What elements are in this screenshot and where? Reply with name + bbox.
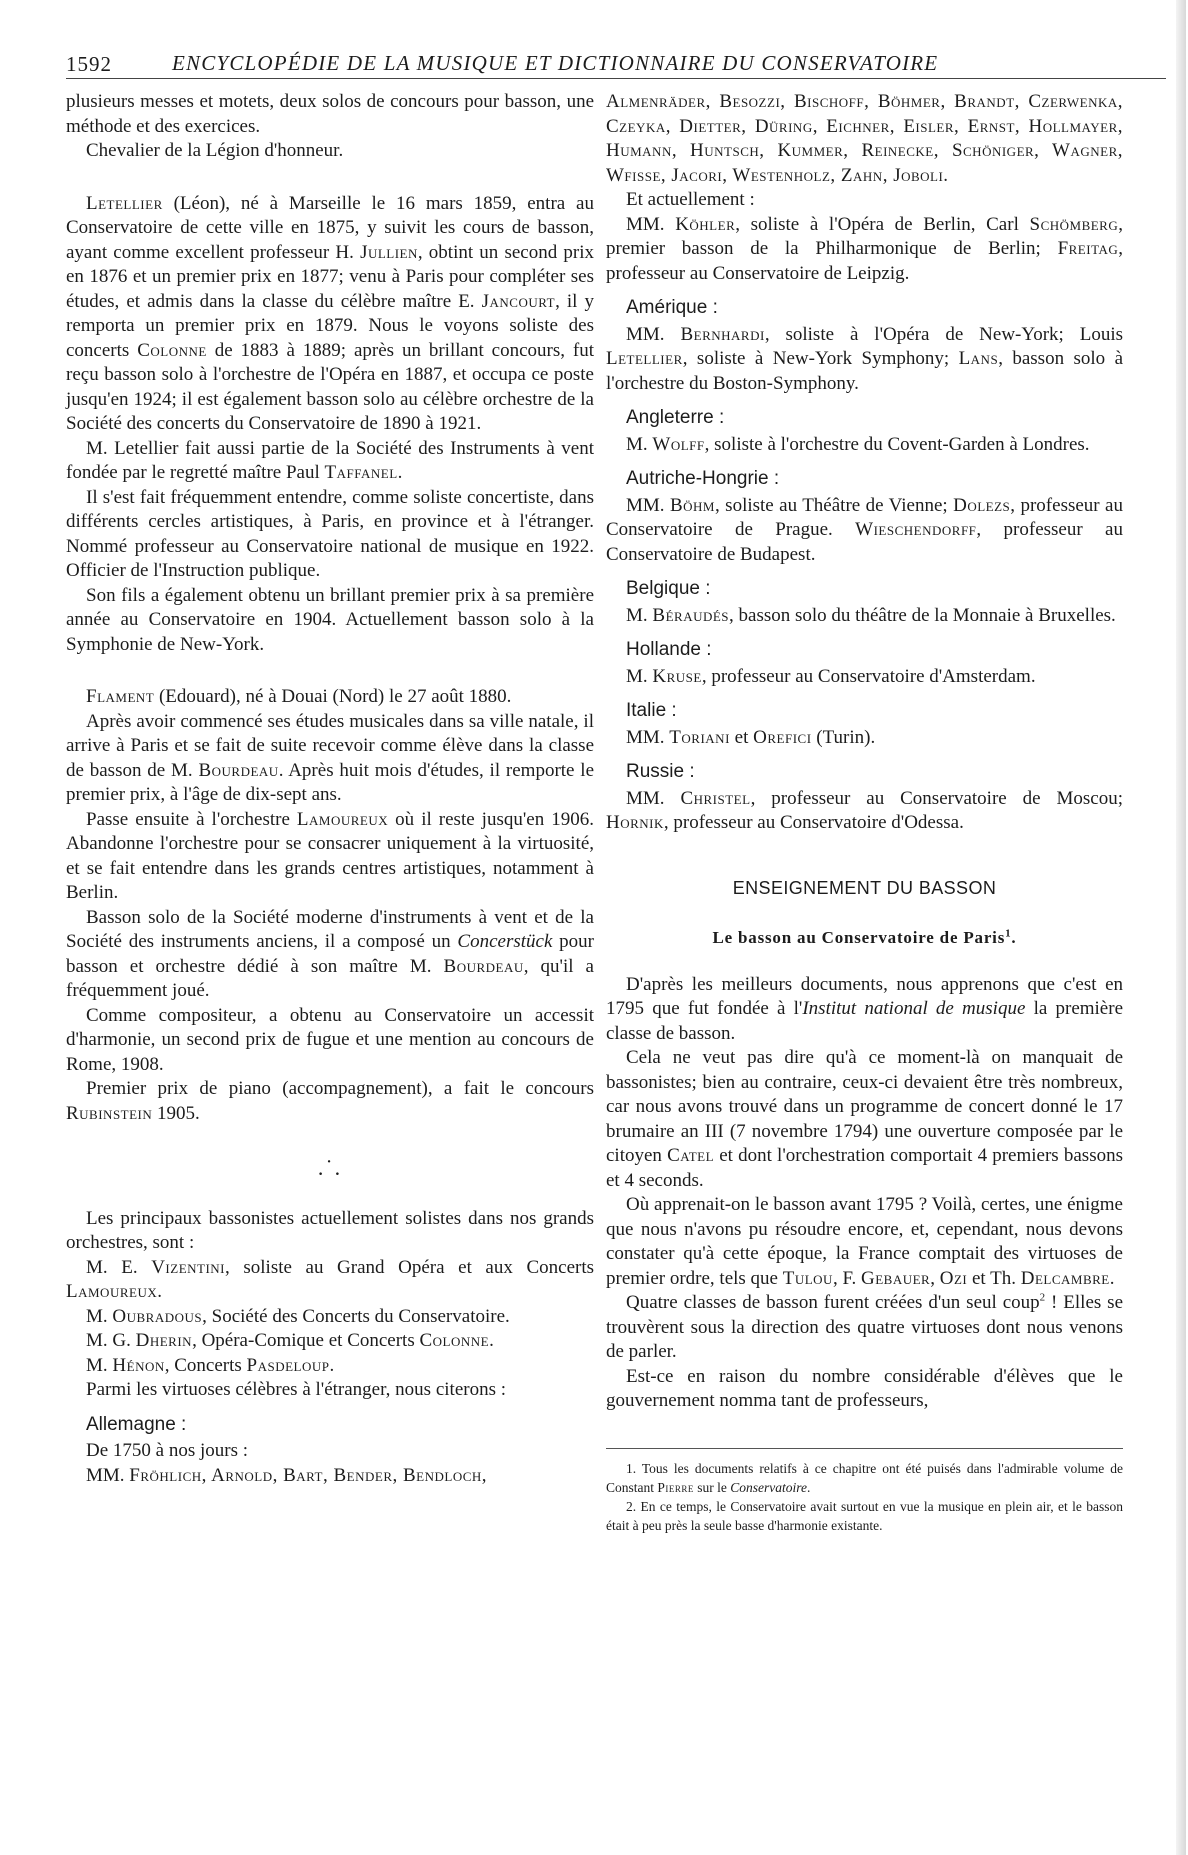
text-run: , il y remporta un premier prix en 1879. Nous le voyons soliste des concerts: [66, 290, 595, 361]
person-name: Lamoureux: [296, 808, 389, 830]
text-run: M.: [626, 665, 653, 687]
institution-name: Institut national de musique: [802, 998, 1026, 1019]
country-heading-amerique: Amérique :: [626, 297, 718, 318]
text-run: M. E.: [86, 1256, 152, 1278]
paragraph: Est-ce en raison du nombre considérable d'élèves que le gouvernement nomma tant de professeurs,: [606, 1365, 1123, 1411]
entry-flament: [66, 685, 594, 710]
paragraph: [606, 787, 1123, 836]
text-run: M. G.: [86, 1330, 136, 1351]
paragraph: [66, 808, 594, 906]
paragraph: De 1750 à nos jours :: [86, 1440, 249, 1461]
entry-letellier: [66, 192, 594, 437]
page-number: 1592: [66, 52, 112, 76]
person-name: Köhler: [675, 213, 736, 235]
text-run: où il reste jusqu'en 1906. Abandonne l'orchestre pour se consacrer uniquement à la virtuosité, et se fait entendre dans les grands centres artistiques, notamment à Berlin.: [66, 808, 594, 903]
paragraph: [606, 973, 1123, 1047]
person-name: Hornik: [606, 812, 664, 833]
text-run: M. Letellier fait aussi partie de la Société des Instruments à vent fondée par le regretté maître Paul: [66, 437, 594, 483]
soloist-entry: [66, 1329, 594, 1354]
text-run: Premier prix de piano (accompagnement), a fait le concours: [86, 1078, 594, 1099]
text-run: .: [489, 1330, 494, 1351]
person-name: Bernhardi: [680, 323, 765, 345]
country-heading-russie: Russie :: [626, 761, 695, 782]
book-title: Conservatoire: [730, 1479, 808, 1495]
running-title: ENCYCLOPÉDIE DE LA MUSIQUE ET DICTIONNAIRE DU CONSERVATOIRE: [172, 51, 939, 75]
person-name: Delcambre: [1020, 1267, 1110, 1289]
footnote-1: [606, 1459, 1123, 1497]
text-run: MM.: [626, 213, 676, 235]
text-run: et Th.: [967, 1267, 1021, 1289]
text-run: , F.: [832, 1267, 861, 1289]
paragraph: [606, 433, 1123, 458]
text-run: .: [329, 1354, 335, 1376]
section-title: ENSEIGNEMENT DU BASSON: [732, 877, 997, 898]
country-heading-belgique: Belgique :: [626, 578, 711, 599]
name-list: [66, 1464, 594, 1489]
text-run: MM.: [626, 787, 681, 809]
person-name: Rubinstein: [66, 1102, 153, 1124]
person-name: Flament: [86, 686, 155, 707]
footnote-marker: 2: [1039, 1291, 1046, 1304]
person-name: Bourdeau: [198, 759, 279, 781]
text-run: , basson solo du théâtre de la Monnaie à Bruxelles.: [729, 604, 1116, 626]
text-run: (Turin).: [811, 726, 876, 748]
person-name: Bourdeau: [443, 955, 524, 977]
person-name: Colonne: [137, 339, 207, 361]
text-run: pour basson et orchestre dédié à son maître M.: [66, 931, 594, 977]
soloist-entry: [66, 1354, 594, 1379]
person-name: Pasdeloup: [246, 1354, 330, 1376]
paragraph: [606, 1193, 1123, 1291]
text-run: .: [397, 462, 403, 483]
paragraph: [606, 665, 1123, 690]
person-name: Jullien: [360, 241, 418, 263]
footnote-2: 2. En ce temps, le Conservatoire avait surtout en vue la musique en plein air, et le basson était à peu près la seule basse d'harmonie existante.: [606, 1498, 1123, 1533]
soloist-entry: [66, 1305, 594, 1330]
text-run: , soliste à l'Opéra de Berlin, Carl: [735, 213, 1030, 235]
person-name: Christel: [680, 787, 751, 809]
person-name: Freitag: [1057, 238, 1119, 259]
subsection-title-text: Le basson au Conservatoire de Paris: [712, 928, 1006, 947]
person-name: Pierre: [657, 1479, 694, 1495]
text-run: Passe ensuite à l'orchestre: [86, 808, 297, 830]
paragraph: Son fils a également obtenu un brillant premier prix à sa première année au Conservatoire en 1904. Actuellement basson solo à la Symphonie de New-York.: [66, 584, 594, 655]
text-run: , soliste à New-York Symphony;: [682, 348, 959, 369]
text-run: M.: [626, 604, 653, 626]
person-name: Letellier: [86, 192, 163, 214]
page-edge-shadow: [1176, 0, 1186, 1855]
person-name: Letellier: [606, 348, 683, 369]
text-run: , soliste à l'Opéra de New-York; Louis: [764, 323, 1124, 345]
person-name: Dherin: [135, 1330, 193, 1351]
work-title: Concerstück: [457, 931, 553, 952]
text-run: M.: [626, 433, 653, 455]
text-run: ! Elles se trouvèrent sous la direction des quatre virtuoses dont nous venons de parler.: [606, 1292, 1124, 1362]
paragraph: [66, 906, 594, 1004]
paragraph: Chevalier de la Légion d'honneur.: [86, 140, 344, 161]
footnote-marker: 1: [1005, 927, 1012, 940]
person-name: Vizentini: [151, 1256, 226, 1278]
page-header: [66, 48, 1166, 79]
person-name: Jancourt: [481, 290, 556, 312]
country-heading-italie: Italie :: [626, 700, 677, 721]
person-name: Hénon: [112, 1354, 165, 1376]
person-name: Wieschendorff: [855, 519, 977, 540]
text-run: et dont l'orchestration comportait 4 premiers bassons et 4 seconds.: [606, 1145, 1123, 1191]
person-name: Kruse: [652, 665, 702, 687]
text-run: Basson solo de la Société moderne d'instruments à vent et de la Société des instruments anciens, il a composé un: [66, 906, 594, 952]
right-column: [606, 90, 1123, 1535]
paragraph: [606, 1291, 1123, 1365]
person-name: Orefici: [753, 726, 812, 748]
person-name: Catel: [667, 1145, 715, 1166]
text-run: , professeur au Conservatoire d'Amsterdam.: [701, 665, 1036, 687]
paragraph: [606, 726, 1123, 751]
person-name: Gebauer: [861, 1267, 931, 1289]
text-run: , basson solo à l'orchestre du Boston-Symphony.: [606, 348, 1124, 394]
text-run: , Société des Concerts du Conservatoire.: [202, 1305, 510, 1327]
subsection-title: Le basson au Conservatoire de Paris$^1$.: [712, 927, 1017, 947]
country-heading-angleterre: Angleterre :: [626, 407, 725, 428]
name-list: Almenräder, Besozzi, Bischoff, Böhmer, Brandt, Czerwenka, Czeyka, Dietter, Düring, Eichner, Eisler, Ernst, Hollmayer, Humann, Huntsch, Kummer, Reinecke, Schöniger, Wagner, Wfisse, Jacori, Westenholz, Zahn, Joboli.: [606, 91, 1123, 186]
text-run: Cela ne veut pas dire qu'à ce moment-là on manquait de bassonistes; bien au contraire, ceux-ci devaient être très nombreux, car nous avons trouvé dans un programme de concert donné le 17 brumaire an III (7 novembre 1794) une ouverture composée par le citoyen: [606, 1047, 1123, 1166]
text-run: , premier basson de la Philharmonique de Berlin;: [606, 213, 1123, 259]
text-run: .: [157, 1281, 162, 1302]
person-name: Wolff: [652, 433, 705, 455]
text-run: Après avoir commencé ses études musicales dans sa ville natale, il arrive à Paris et se fait de suite recevoir comme élève dans la classe de basson de M.: [66, 710, 594, 781]
text-run: , Concerts: [164, 1354, 247, 1376]
text-run: , qu'il a fréquemment joué.: [66, 955, 594, 1001]
text-run: .: [807, 1479, 811, 1495]
text-run: .: [1109, 1267, 1115, 1289]
left-column: [66, 90, 594, 1488]
text-run: (Léon), né à Marseille le 16 mars 1859, entra au Conservatoire de cette ville en 1875, y suivit les cours de basson, ayant comme excellent professeur H.: [66, 192, 594, 263]
paragraph: [66, 437, 594, 486]
person-name: Böhm: [669, 494, 715, 516]
country-heading-autriche-hongrie: Autriche-Hongrie :: [626, 468, 780, 489]
text-run: , professeur au Conservatoire de Budapest.: [606, 519, 1123, 565]
text-run: , professeur au Conservatoire de Leipzig.: [606, 238, 1123, 284]
footnotes: [606, 1448, 1123, 1535]
text-run: , Opéra-Comique et Concerts: [192, 1330, 420, 1351]
country-heading-allemagne: Allemagne :: [86, 1413, 187, 1435]
text-run: MM.: [626, 726, 670, 748]
text-run: 1. Tous les documents relatifs à ce chapitre ont été puisés dans l'admirable volume de Constant: [606, 1460, 1123, 1495]
paragraph: [606, 1046, 1123, 1193]
text-run: et: [729, 726, 754, 748]
text-run: (Edouard), né à Douai (Nord) le 27 août 1880.: [154, 686, 512, 707]
text-run: MM.: [86, 1464, 130, 1486]
paragraph: [606, 604, 1123, 629]
paragraph: Il s'est fait fréquemment entendre, comme soliste concertiste, dans différents cercles artistiques, à Paris, en province et à l'étranger. Nommé professeur au Conservatoire national de musique en 1922. Officier de l'Instruction publique.: [66, 486, 594, 581]
text-run: MM.: [626, 323, 681, 345]
text-run: 1905.: [152, 1102, 200, 1124]
paragraph: Comme compositeur, a obtenu au Conservatoire un accessit d'harmonie, un second prix de fugue et une mention au concours de Rome, 1908.: [66, 1004, 594, 1075]
text-run: , soliste au Grand Opéra et aux Concerts: [225, 1256, 595, 1278]
person-name: Ozi: [939, 1267, 968, 1289]
person-name: Béraudés: [652, 604, 730, 626]
text-run: , professeur au Conservatoire de Moscou;: [750, 787, 1123, 809]
paragraph: Parmi les virtuoses célèbres à l'étranger, nous citerons :: [86, 1379, 507, 1400]
paragraph: plusieurs messes et motets, deux solos de concours pour basson, une méthode et des exercices.: [66, 91, 594, 137]
paragraph: [66, 710, 594, 808]
person-name: Tulou: [782, 1267, 833, 1289]
paragraph: [606, 323, 1123, 397]
text-run: , obtint un second prix en 1876 et un premier prix en 1877; venu à Paris pour compléter ses études, et admis dans la classe du célèbre maître E.: [66, 241, 594, 312]
paragraph: Les principaux bassonistes actuellement solistes dans nos grands orchestres, sont :: [66, 1207, 594, 1253]
person-name: Lamoureux: [66, 1281, 158, 1302]
text-run: , professeur au Conservatoire de Prague.: [606, 494, 1123, 540]
person-name: Toriani: [669, 726, 730, 748]
soloist-entry: [66, 1256, 594, 1305]
text-run: , soliste à l'orchestre du Covent-Garden à Londres.: [704, 433, 1090, 455]
text-run: sur le: [693, 1479, 731, 1495]
text-run: , soliste au Théâtre de Vienne;: [715, 494, 954, 516]
text-run: . Après huit mois d'études, il remporte le premier prix, à l'âge de dix-sept ans.: [66, 759, 594, 805]
paragraph: [606, 494, 1123, 568]
paragraph: [606, 213, 1123, 287]
text-run: M.: [86, 1354, 113, 1376]
text-run: MM.: [626, 494, 670, 516]
text-run: Quatre classes de basson furent créées d'un seul coup: [626, 1292, 1040, 1313]
text-run: M.: [86, 1305, 113, 1327]
person-names: Fröhlich, Arnold, Bart, Bender, Bendloch,: [129, 1464, 488, 1486]
section-separator: .˙.: [317, 1155, 343, 1180]
text-run: ,: [930, 1267, 940, 1289]
person-name: Lans: [958, 348, 999, 369]
paragraph: [66, 1077, 594, 1126]
person-name: Taffanel: [324, 462, 398, 483]
paragraph: Et actuellement :: [626, 189, 755, 210]
text-run: D'après les meilleurs documents, nous apprenons que c'est en 1795 que fut fondée à l': [606, 973, 1123, 1019]
person-name: Oubradous: [112, 1305, 203, 1327]
person-name: Colonne: [419, 1330, 490, 1351]
text-run: la première classe de basson.: [606, 998, 1124, 1044]
country-heading-hollande: Hollande :: [626, 639, 712, 660]
person-name: Schömberg: [1029, 213, 1119, 235]
text-run: de 1883 à 1889; après un brillant concours, fut reçu basson solo à l'orchestre de l'Opéra en 1887, et occupa ce poste jusqu'en 1924; il est également basson solo au célèbre orchestre de la Société des concerts du Conservatoire de 1890 à 1921.: [66, 339, 594, 434]
person-name: Dolezs: [953, 494, 1011, 516]
text-run: Où apprenait-on le basson avant 1795 ? Voilà, certes, une énigme que nous n'avons pu résoudre encore, et, cependant, nous devons constater qu'à cette époque, la France comptait des virtuoses de premier ordre, tels que: [606, 1194, 1123, 1289]
text-run: , professeur au Conservatoire d'Odessa.: [663, 812, 964, 833]
